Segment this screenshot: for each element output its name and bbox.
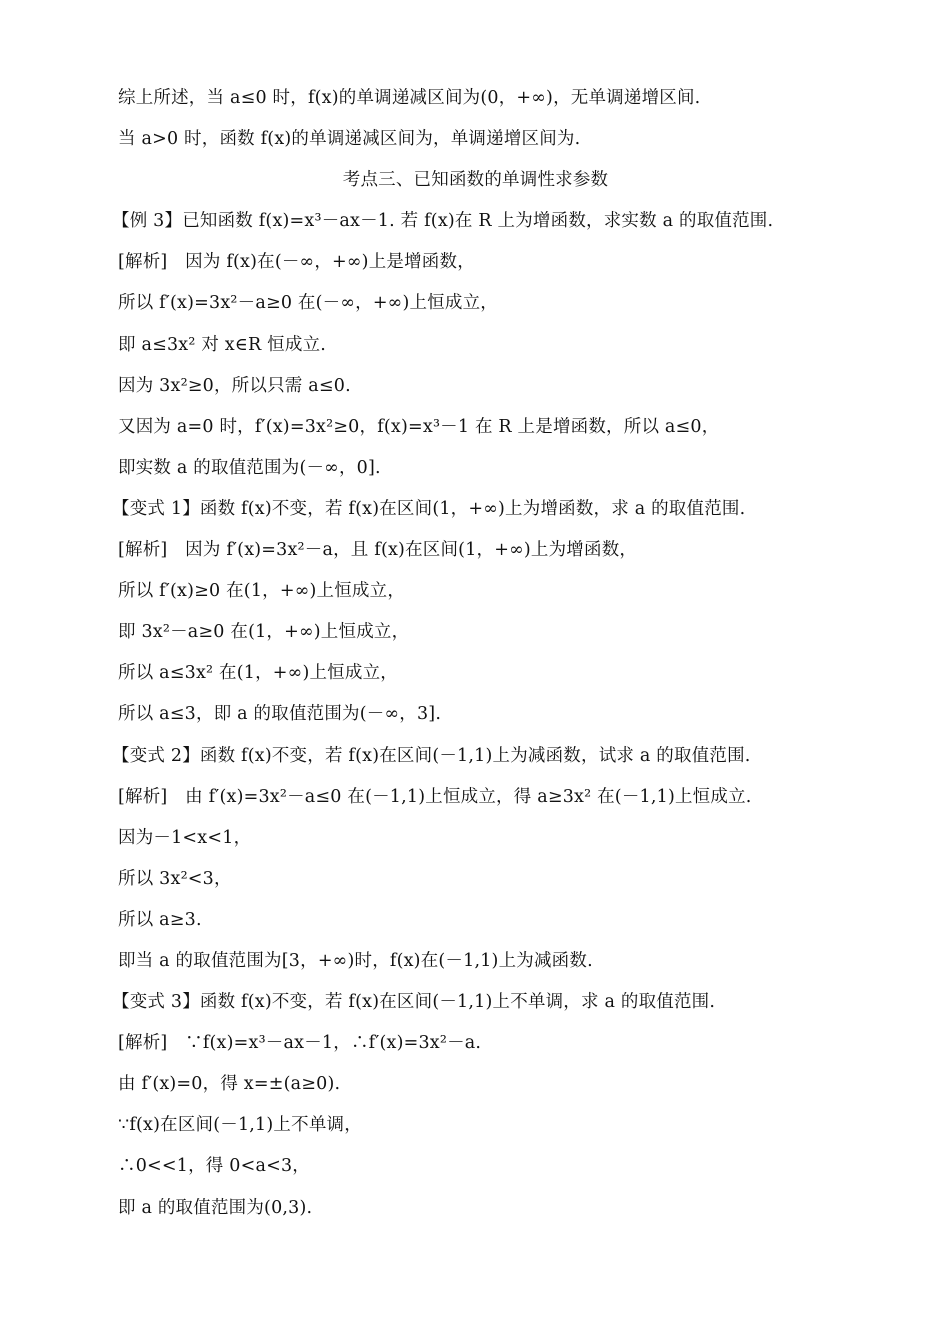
solution-line: 即当 a 的取值范围为[3，+∞)时，f(x)在(－1,1)上为减函数.	[118, 950, 593, 971]
solution-line: 即 a≤3x² 对 x∈R 恒成立.	[118, 334, 327, 355]
solution-line: 又因为 a=0 时，f′(x)=3x²≥0，f(x)=x³－1 在 R 上是增函数，所以 a≤0，	[118, 416, 720, 437]
variant-3-question: 【变式 3】函数 f(x)不变，若 f(x)在区间(－1,1)上不单调，求 a 的取值范围.	[112, 992, 716, 1013]
solution-line: 因为－1<x<1，	[118, 827, 252, 848]
solution-line: ∵f(x)在区间(－1,1)上不单调，	[118, 1115, 362, 1136]
document-body	[112, 83, 833, 1234]
solution-line: 由 f′(x)=0，得 x=±(a≥0).	[118, 1074, 341, 1095]
solution-line: 因为 3x²≥0，所以只需 a≤0.	[118, 375, 351, 396]
solution-line: 所以 3x²<3，	[118, 868, 232, 889]
text-line-summary-2: 当 a>0 时，函数 f(x)的单调递减区间为，单调递增区间为.	[118, 129, 581, 150]
solution-line: 所以 f′(x)=3x²－a≥0 在(－∞，+∞)上恒成立，	[118, 293, 498, 314]
solution-line: 所以 a≤3，即 a 的取值范围为(－∞，3].	[118, 704, 442, 725]
text-line-summary: 综上所述，当 a≤0 时，f(x)的单调递减区间为(0，+∞)，无单调递增区间.	[118, 88, 701, 108]
solution-line: 即 a 的取值范围为(0,3).	[118, 1197, 313, 1218]
solution-line: 即 3x²－a≥0 在(1，+∞)上恒成立，	[118, 622, 410, 643]
solution-line: [解析] 由 f′(x)=3x²－a≤0 在(－1,1)上恒成立，得 a≥3x² 在(－1,1)上恒成立.	[118, 786, 752, 807]
solution-line: ∴0<<1，得 0<a<3，	[118, 1156, 310, 1177]
variant-2-question: 【变式 2】函数 f(x)不变，若 f(x)在区间(－1,1)上为减函数，试求 a 的取值范围.	[112, 745, 751, 766]
solution-line: [解析] ∵f(x)=x³－ax－1，∴f′(x)=3x²－a.	[118, 1033, 482, 1054]
example-3-question: 【例 3】已知函数 f(x)=x³－ax－1. 若 f(x)在 R 上为增函数，求实数 a 的取值范围.	[112, 211, 774, 232]
solution-line: 所以 f′(x)≥0 在(1，+∞)上恒成立，	[118, 581, 406, 602]
section-heading: 考点三、已知函数的单调性求参数	[342, 170, 609, 191]
solution-line: [解析] 因为 f(x)在(－∞，+∞)上是增函数，	[118, 252, 475, 273]
solution-line: 即实数 a 的取值范围为(－∞，0].	[118, 457, 381, 478]
solution-line: 所以 a≤3x² 在(1，+∞)上恒成立，	[118, 663, 398, 684]
solution-line: 所以 a≥3.	[118, 909, 202, 930]
variant-1-question: 【变式 1】函数 f(x)不变，若 f(x)在区间(1，+∞)上为增函数，求 a 的取值范围.	[112, 498, 746, 519]
solution-line: [解析] 因为 f′(x)=3x²－a，且 f(x)在区间(1，+∞)上为增函数，	[118, 540, 638, 561]
